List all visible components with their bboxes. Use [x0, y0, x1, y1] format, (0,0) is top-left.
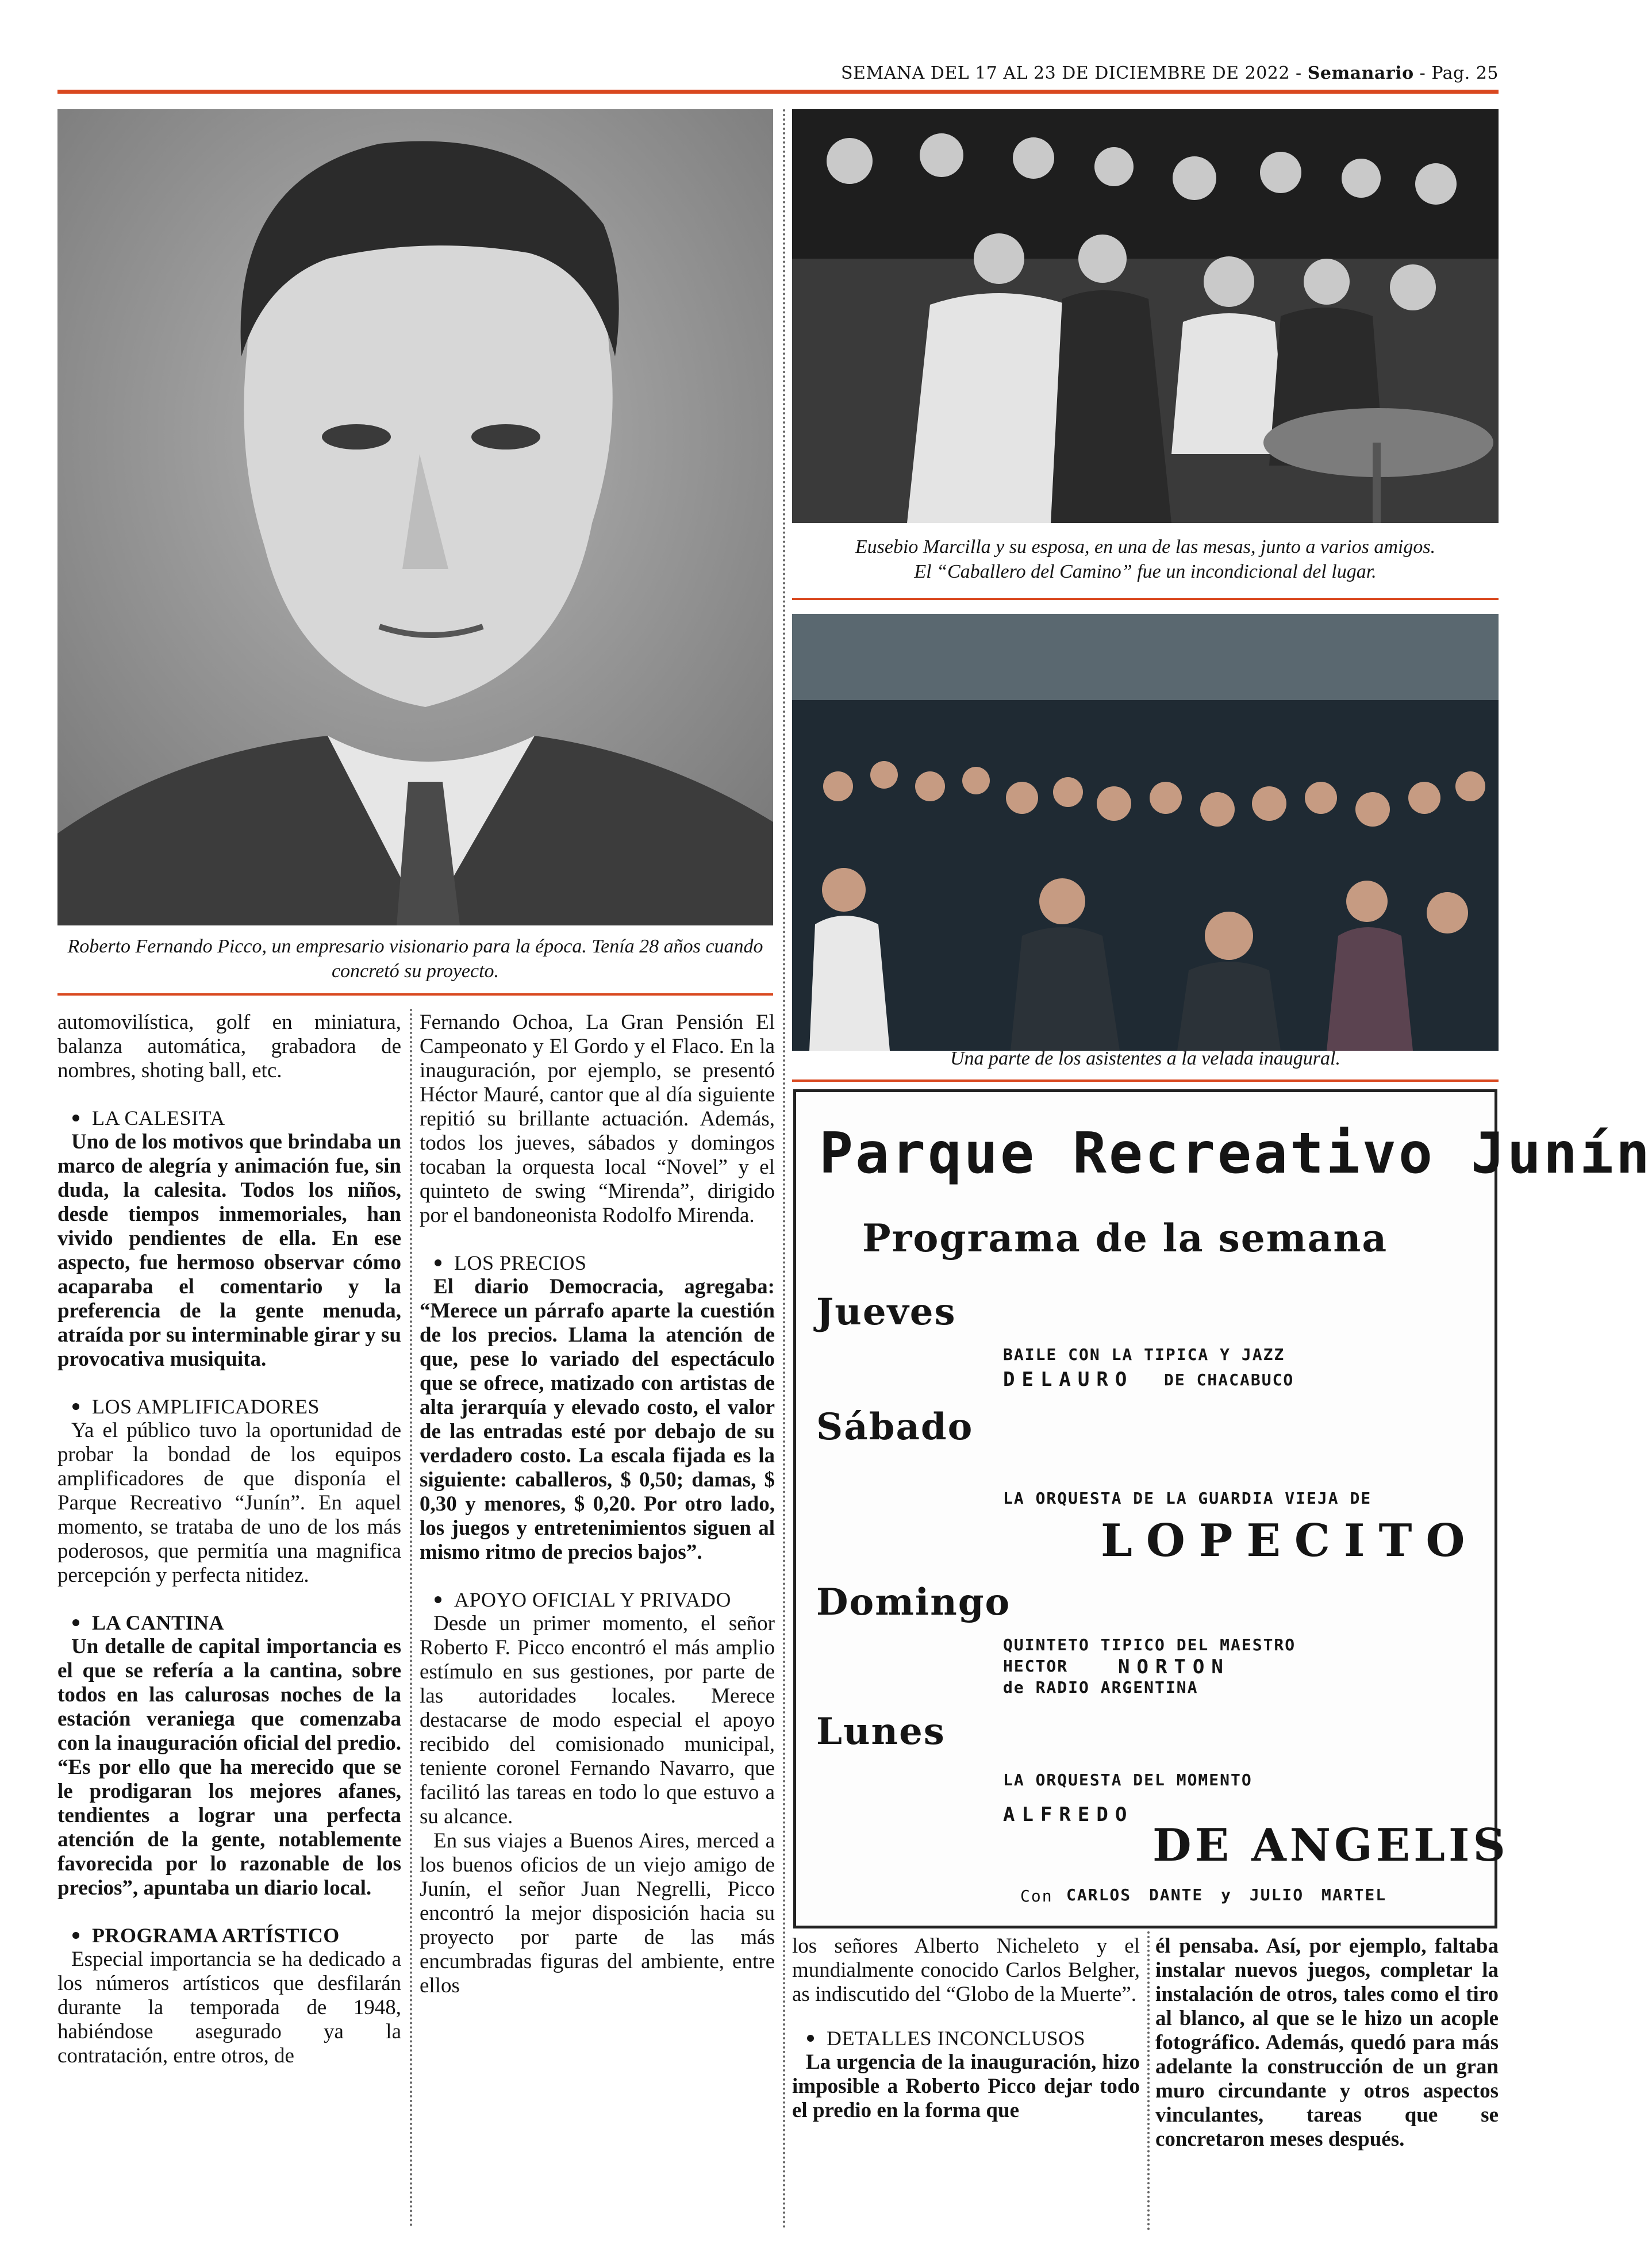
ad-lunes-with-b: CARLOS DANTE y JULIO MARTEL [1066, 1885, 1387, 1904]
ad-domingo-line2a: HECTOR [1003, 1657, 1069, 1676]
table-rule [792, 598, 1499, 600]
ad-sabado-line1: LA ORQUESTA DE LA GUARDIA VIEJA DE [1003, 1489, 1372, 1508]
section-title-cantina: LA CANTINA [57, 1611, 401, 1635]
col1-cantina-text: Un detalle de capital importancia es el que se refería a la cantina, sobre todos en las calurosas noches de la estación veraniega que comenzaba con la inauguración oficial del predio. “Es por ello que ha merecido que se le prodigaran los mejores afanes, tendientes a lograr una perfecta atención de la gente, notablemente favorecida por lo razonable de los precios”, apuntaba un diario local. [57, 1635, 401, 1900]
section-title-programa: PROGRAMA ARTÍSTICO [57, 1923, 401, 1947]
ad-lunes-name: DE ANGELIS [1152, 1819, 1509, 1872]
ad-day-lunes: Lunes [816, 1710, 946, 1753]
ad-lunes-line2: ALFREDO [1003, 1803, 1134, 1826]
column-separator [410, 1009, 412, 2227]
table-caption [792, 535, 1499, 584]
page-header [57, 63, 1499, 83]
portrait-caption: Roberto Fernando Picco, un empresario visionario para la época. Tenía 28 años cuando concretó su proyecto. [67, 936, 763, 982]
col1-intro: automovilística, golf en miniatura, balanza automática, grabadora de nombres, shoting ball, etc. [57, 1011, 401, 1082]
section-title-precios: LOS PRECIOS [420, 1251, 775, 1275]
table-caption-line1: Eusebio Marcilla y su esposa, en una de las mesas, junto a varios amigos. [855, 536, 1436, 558]
section-title-amplificadores: LOS AMPLIFICADORES [57, 1394, 401, 1419]
page-number: - Pag. 25 [1419, 63, 1499, 83]
col3-detalles-text: La urgencia de la inauguración, hizo imposible a Roberto Picco dejar todo el predio en la forma que [792, 2050, 1140, 2122]
portrait-photo [57, 109, 773, 925]
col2-intro: Fernando Ochoa, La Gran Pensión El Campeonato y El Gordo y el Flaco. En la inauguración, por ejemplo, se presentó Héctor Mauré, cantor que al día siguiente repitió su brillante actuación. Además, todos los jueves, sábados y domingos tocaban la orquesta local “Novel” y el quinteto de swing “Mirenda”, dirigido por el bandoneonista Rodolfo Mirenda. [420, 1011, 775, 1227]
ad-lunes-line1: LA ORQUESTA DEL MOMENTO [1003, 1770, 1253, 1789]
ad-lunes-with-a: Con [1020, 1887, 1053, 1905]
col2-apoyo-text-2: En sus viajes a Buenos Aires, merced a los buenos oficios de un viejo amigo de Junín, el señor Juan Negrelli, Picco encontró la mejor disposición hacia su proyecto por parte de las más encumbradas figuras del ambiente, entre ellos [420, 1829, 775, 1997]
ad-sabado-name: LOPECITO [1101, 1515, 1479, 1567]
crowd-photo [792, 614, 1499, 1051]
ad-title: Parque Recreativo Junín [819, 1121, 1652, 1186]
col1-amplificadores-text: Ya el público tuvo la oportunidad de probar la bondad de los equipos amplificadores de que disponía el Parque Recreativo “Junín”. En aquel momento, se trataba de uno de los más poderosos, que permitía una magnifica percepción y perfecta nitidez. [57, 1419, 401, 1587]
header-rule [57, 90, 1499, 94]
ad-domingo-line3: de RADIO ARGENTINA [1003, 1678, 1198, 1697]
ad-subtitle: Programa de la semana [862, 1216, 1388, 1261]
table-photo [792, 109, 1499, 523]
article-column-4 [1155, 1934, 1499, 2152]
column-separator [1147, 1931, 1150, 2230]
article-column-2 [420, 1011, 775, 1998]
col2-apoyo-text-1: Desde un primer momento, el señor Roberto F. Picco encontró el más amplio estímulo en sus gestiones, por parte de las autoridades locales. Merece destacarse de modo especial el apoyo recibido del comisionado municipal, teniente coronel Fernando Navarro, que facilitó las tareas en todo lo que estuvo a su alcance. [420, 1612, 775, 1828]
issue-dates: SEMANA DEL 17 AL 23 DE DICIEMBRE DE 2022 - [841, 63, 1302, 83]
col4-text: él pensaba. Así, por ejemplo, faltaba instalar nuevos juegos, completar la instalación de otros, tales como el tiro al blanco, al que se le hizo un acople fotográfico. Además, quedó para más adelante la construcción de un gran muro circundante y otros aspectos vinculantes, tareas que se concretaron meses después. [1155, 1934, 1499, 2151]
column-separator [783, 109, 785, 2230]
ad-jueves-line1: BAILE CON LA TIPICA Y JAZZ [1003, 1345, 1285, 1364]
ad-jueves-name: DELAURO [1003, 1368, 1134, 1391]
ad-day-domingo: Domingo [816, 1581, 1011, 1624]
article-column-3 [792, 1934, 1140, 2123]
ad-day-jueves: Jueves [816, 1290, 956, 1334]
article-column-1 [57, 1011, 401, 2068]
col2-precios-text: El diario Democracia, agregaba: “Merece un párrafo aparte la cuestión de los precios. Llama la atención de que, pese lo variado del espectáculo que se ofrece, matizado con artistas de alta jerarquía y elevado costo, el valor de las entradas esté por debajo de su verdadero costo. La escala fijada es la siguiente: caballeros, $ 0,50; damas, $ 0,30 y menores, $ 0,20. Por otro lado, los juegos y entretenimientos siguen al mismo ritmo de precios bajos”. [420, 1275, 775, 1564]
section-title-apoyo: APOYO OFICIAL Y PRIVADO [420, 1588, 775, 1612]
col3-intro: los señores Alberto Nicheleto y el mundialmente conocido Carlos Belgher, as indiscutido del “Globo de la Muerte”. [792, 1934, 1140, 2006]
section-title-calesita: LA CALESITA [57, 1106, 401, 1130]
crowd-caption: Una parte de los asistentes a la velada inaugural. [950, 1048, 1340, 1069]
section-title-detalles: DETALLES INCONCLUSOS [792, 2026, 1140, 2050]
ad-day-sabado: Sábado [816, 1405, 974, 1449]
col1-calesita-text: Uno de los motivos que brindaba un marco de alegría y animación fue, sin duda, la calesita. Todos los niños, desde tiempos inmemoriales, han vivido pendientes de ella. En ese aspecto, fue hermoso observar cómo acaparaba el comentario y la preferencia de la gente menuda, atraída por su interminable girar y su provocativa musiquita. [57, 1130, 401, 1371]
ad-domingo-line2b: NORTON [1118, 1655, 1230, 1678]
col1-programa-text: Especial importancia se ha dedicado a los números artísticos que desfilarán durante la temporada de 1948, habiéndose asegurado ya la contratación, entre otros, de [57, 1947, 401, 2068]
ad-jueves-line2: DE CHACABUCO [1164, 1370, 1294, 1389]
program-advertisement [793, 1089, 1652, 1928]
publication-name: Semanario [1307, 63, 1414, 83]
ad-domingo-line1: QUINTETO TIPICO DEL MAESTRO [1003, 1635, 1296, 1654]
table-caption-line2: El “Caballero del Camino” fue un incondicional del lugar. [914, 561, 1377, 582]
crowd-rule [792, 1079, 1499, 1082]
portrait-rule [57, 993, 773, 996]
